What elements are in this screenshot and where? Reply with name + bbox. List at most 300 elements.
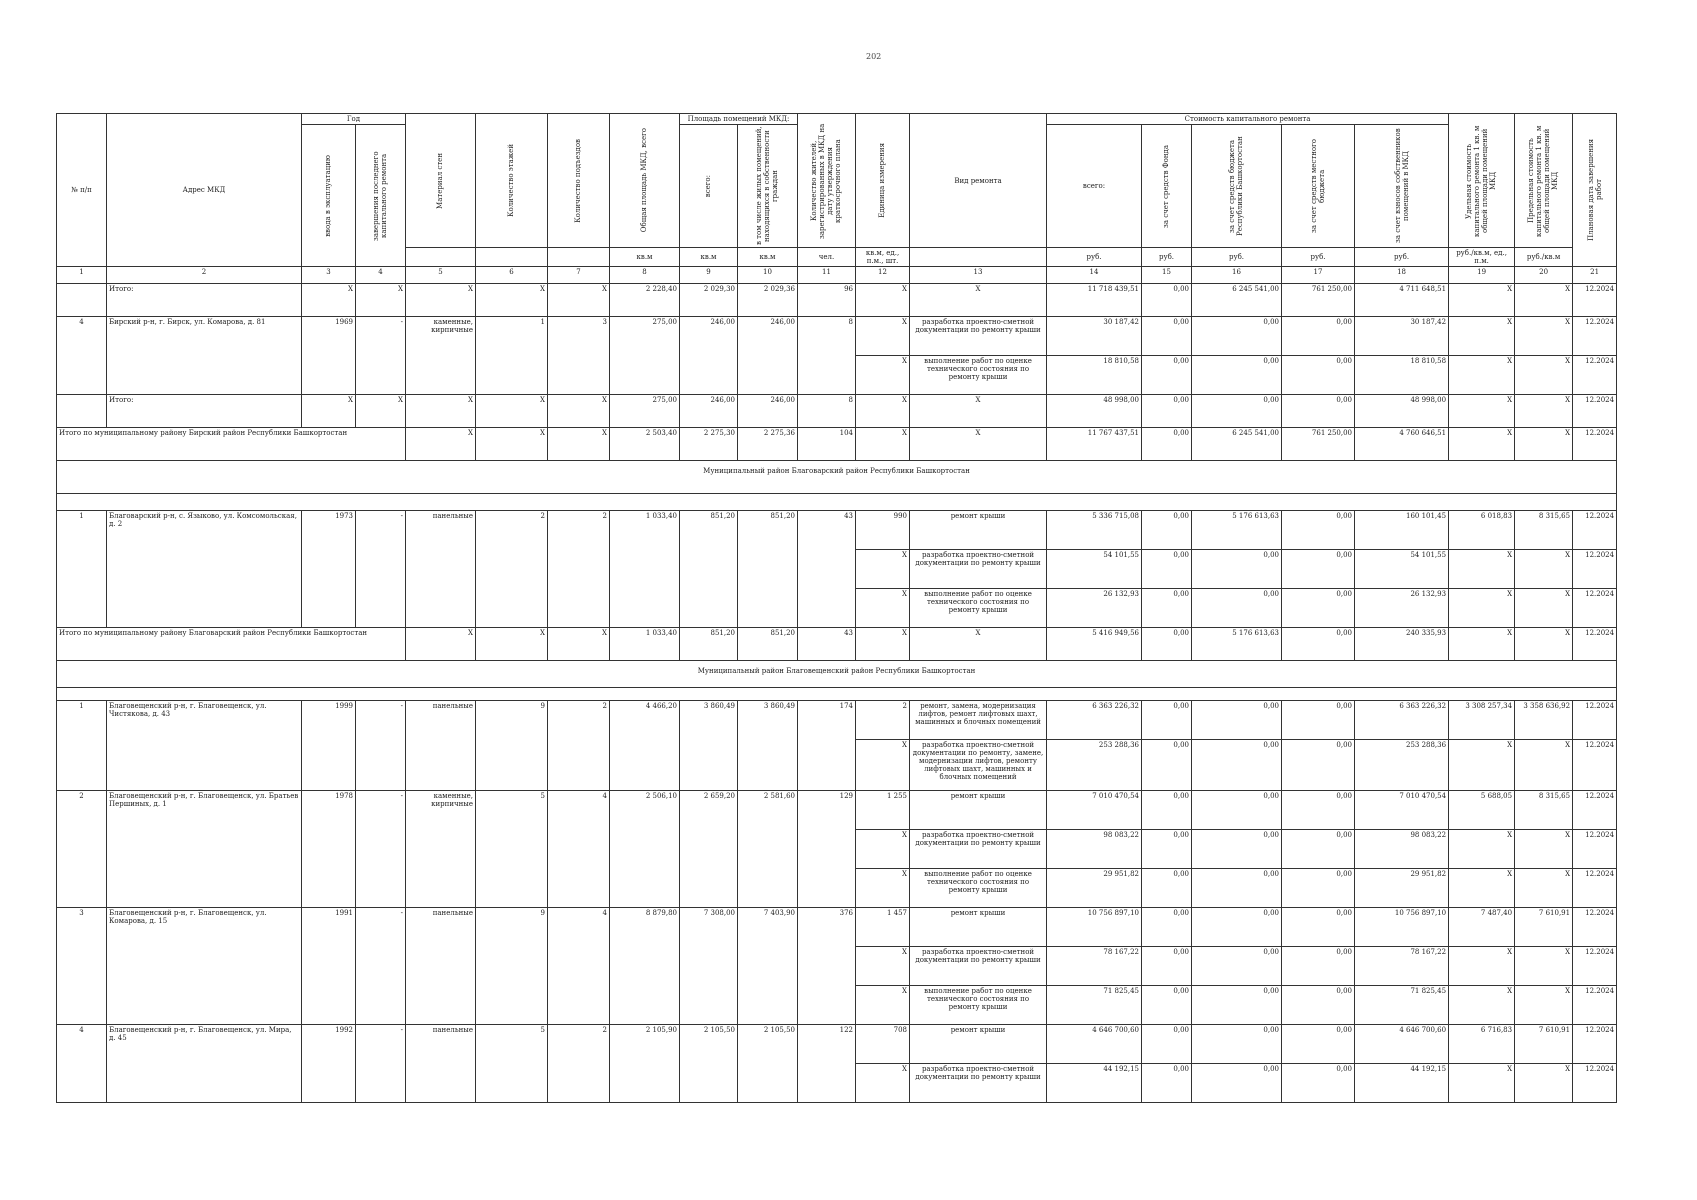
cell: 1 255 <box>856 791 910 830</box>
cell: 1 457 <box>856 908 910 947</box>
cell: X <box>1449 550 1515 589</box>
cell: 122 <box>798 1025 856 1103</box>
cell: X <box>856 356 910 395</box>
header-col-15: за счет средств Фонда <box>1142 125 1192 248</box>
header-col-17: за счет средств местного бюджета <box>1282 125 1355 248</box>
cell: 4 466,20 <box>610 701 680 791</box>
cell: X <box>856 550 910 589</box>
cell: 761 250,00 <box>1282 284 1355 317</box>
unit-col-12: кв.м, ед., п.м., шт. <box>856 248 910 267</box>
cell: X <box>1515 628 1573 661</box>
empty-cell <box>57 284 107 317</box>
cell: X <box>406 395 476 428</box>
cell: 0,00 <box>1282 986 1355 1025</box>
cell: 12.2024 <box>1573 791 1617 830</box>
cell: 12.2024 <box>1573 395 1617 428</box>
cell: 0,00 <box>1192 947 1282 986</box>
cell: 8 <box>798 395 856 428</box>
cell: 78 167,22 <box>1047 947 1142 986</box>
cell: X <box>1515 589 1573 628</box>
cell: 0,00 <box>1142 511 1192 550</box>
unit-col-16: руб. <box>1192 248 1282 267</box>
cell: 29 951,82 <box>1047 869 1142 908</box>
cell: 71 825,45 <box>1047 986 1142 1025</box>
cell: 0,00 <box>1192 908 1282 947</box>
column-numbers-row <box>57 267 1617 284</box>
cell: 12.2024 <box>1573 740 1617 791</box>
cell: 708 <box>856 1025 910 1064</box>
cell: 98 083,22 <box>1047 830 1142 869</box>
cell: X <box>1515 986 1573 1025</box>
cell: 253 288,36 <box>1355 740 1449 791</box>
cell: 2 503,40 <box>610 428 680 461</box>
cell: 0,00 <box>1142 701 1192 740</box>
cell: 0,00 <box>1282 511 1355 550</box>
cell: X <box>1449 395 1515 428</box>
cell: 8 <box>798 317 856 395</box>
repair-type: разработка проектно-сметной документации по ремонту крыши <box>910 550 1047 589</box>
cell: 6 245 541,00 <box>1192 428 1282 461</box>
header-col-1: № п/п <box>57 114 107 267</box>
cell: 0,00 <box>1192 356 1282 395</box>
cell: 43 <box>798 511 856 628</box>
cell: 54 101,55 <box>1047 550 1142 589</box>
col-number: 12 <box>856 267 910 284</box>
cell: X <box>856 628 910 661</box>
cell: 1992 <box>302 1025 356 1103</box>
repair-type: ремонт крыши <box>910 791 1047 830</box>
cell: 0,00 <box>1282 317 1355 356</box>
cell: 4 646 700,60 <box>1355 1025 1449 1064</box>
cell: 12.2024 <box>1573 550 1617 589</box>
cell: 96 <box>798 284 856 317</box>
cell: X <box>356 395 406 428</box>
cell: каменные, кирпичные <box>406 317 476 395</box>
cell: 43 <box>798 628 856 661</box>
cell: 0,00 <box>1192 791 1282 830</box>
cell: 275,00 <box>610 395 680 428</box>
cell: 2 228,40 <box>610 284 680 317</box>
cell: X <box>856 740 910 791</box>
cell: 246,00 <box>738 395 798 428</box>
cell: 18 810,58 <box>1047 356 1142 395</box>
address: Благовещенский р-н, г. Благовещенск, ул. Мира, д. 45 <box>107 1025 302 1103</box>
cell: 29 951,82 <box>1355 869 1449 908</box>
cell: 6 363 226,32 <box>1355 701 1449 740</box>
header-col-3: ввода в эксплуатацию <box>302 125 356 267</box>
cell: X <box>476 395 548 428</box>
cell: X <box>1515 284 1573 317</box>
cell: 2 <box>548 701 610 791</box>
cell: 7 010 470,54 <box>1047 791 1142 830</box>
col-number: 9 <box>680 267 738 284</box>
cell: 5 688,05 <box>1449 791 1515 830</box>
cell: 0,00 <box>1282 1025 1355 1064</box>
col-number: 19 <box>1449 267 1515 284</box>
header-col-19: Удельная стоимость капитального ремонта 1 кв. м общей площади помещений МКД <box>1449 114 1515 248</box>
cell: 0,00 <box>1142 428 1192 461</box>
header-col-4: завершения последнего капитального ремонта <box>356 125 406 267</box>
district-total-label: Итого по муниципальному району Благоварский район Республики Башкортостан <box>57 628 406 661</box>
table-row-total <box>57 284 1617 317</box>
cell: 0,00 <box>1282 589 1355 628</box>
cell: 7 403,90 <box>738 908 798 1025</box>
repair-type: разработка проектно-сметной документации по ремонту крыши <box>910 1064 1047 1103</box>
cell: X <box>856 284 910 317</box>
header-col-18: за счет взносов собственников помещений в МКД <box>1355 125 1449 248</box>
cell: 5 416 949,56 <box>1047 628 1142 661</box>
repair-type: выполнение работ по оценке технического состояния по ремонту крыши <box>910 986 1047 1025</box>
table-row <box>57 317 1617 356</box>
row-number: 1 <box>57 701 107 791</box>
cell: 0,00 <box>1142 1025 1192 1064</box>
table-row <box>57 1025 1617 1064</box>
cell: 851,20 <box>738 628 798 661</box>
header-col-11: Количество жителей, зарегистрированных в МКД на дату утверждения краткосрочного плана <box>798 114 856 248</box>
cell: 1973 <box>302 511 356 628</box>
cell: - <box>356 317 406 395</box>
cell: 851,20 <box>680 511 738 628</box>
header-col-5: Материал стен <box>406 114 476 248</box>
cell: 0,00 <box>1142 550 1192 589</box>
cell: X <box>1515 428 1573 461</box>
section-header-row <box>57 461 1617 494</box>
unit-col-19: руб./кв.м, ед., п.м. <box>1449 248 1515 267</box>
cell: 2 581,60 <box>738 791 798 908</box>
cell: 7 610,91 <box>1515 1025 1573 1064</box>
cell: 0,00 <box>1142 1064 1192 1103</box>
cell: 0,00 <box>1282 740 1355 791</box>
cell: 0,00 <box>1282 550 1355 589</box>
cell: X <box>476 628 548 661</box>
address: Благоварский р-н, с. Языково, ул. Комсомольская, д. 2 <box>107 511 302 628</box>
cell: 376 <box>798 908 856 1025</box>
unit-col-9: кв.м <box>680 248 738 267</box>
cell: 851,20 <box>738 511 798 628</box>
cell: 12.2024 <box>1573 701 1617 740</box>
cell: 3 <box>548 317 610 395</box>
cell: 12.2024 <box>1573 869 1617 908</box>
cell: 44 192,15 <box>1355 1064 1449 1103</box>
cell: 5 336 715,08 <box>1047 511 1142 550</box>
cell: X <box>302 284 356 317</box>
cell: 11 718 439,51 <box>1047 284 1142 317</box>
row-number: 4 <box>57 317 107 395</box>
cell: X <box>406 428 476 461</box>
cell: 0,00 <box>1142 791 1192 830</box>
cell: 5 176 613,63 <box>1192 628 1282 661</box>
cell: 6 716,83 <box>1449 1025 1515 1064</box>
cell: 2 105,90 <box>610 1025 680 1103</box>
capital-repair-plan-table <box>56 113 1617 1103</box>
unit-col-20: руб./кв.м <box>1515 248 1573 267</box>
header-col-8: Общая площадь МКД, всего <box>610 114 680 248</box>
unit-col-15: руб. <box>1142 248 1192 267</box>
cell: 10 756 897,10 <box>1355 908 1449 947</box>
total-label: Итого: <box>107 284 302 317</box>
cell: 12.2024 <box>1573 986 1617 1025</box>
cell: 12.2024 <box>1573 317 1617 356</box>
cell: 0,00 <box>1282 356 1355 395</box>
cell: 0,00 <box>1192 701 1282 740</box>
cell: 2 105,50 <box>680 1025 738 1103</box>
unit-col-14: руб. <box>1047 248 1142 267</box>
repair-type: ремонт крыши <box>910 1025 1047 1064</box>
district-total-label: Итого по муниципальному району Бирский район Республики Башкортостан <box>57 428 406 461</box>
cell: 12.2024 <box>1573 284 1617 317</box>
unit-col-6 <box>476 248 548 267</box>
cell: 9 <box>476 908 548 1025</box>
cell: 0,00 <box>1192 317 1282 356</box>
cell: 275,00 <box>610 317 680 395</box>
cell: 6 245 541,00 <box>1192 284 1282 317</box>
cell: X <box>910 628 1047 661</box>
header-col-12: Единица измерения <box>856 114 910 248</box>
unit-col-11: чел. <box>798 248 856 267</box>
header-group-cost: Стоимость капитального ремонта <box>1047 114 1449 125</box>
header-group-year: Год <box>302 114 406 125</box>
cell: 12.2024 <box>1573 947 1617 986</box>
col-number: 8 <box>610 267 680 284</box>
col-number: 16 <box>1192 267 1282 284</box>
cell: 0,00 <box>1142 284 1192 317</box>
cell: 12.2024 <box>1573 511 1617 550</box>
col-number: 1 <box>57 267 107 284</box>
cell: X <box>1449 986 1515 1025</box>
cell: 4 646 700,60 <box>1047 1025 1142 1064</box>
header-col-9: всего: <box>680 125 738 248</box>
cell: X <box>1449 830 1515 869</box>
cell: 4 760 646,51 <box>1355 428 1449 461</box>
table-row-district-total <box>57 428 1617 461</box>
capital-repair-plan-table-wrapper <box>56 113 1616 1103</box>
cell: панельные <box>406 511 476 628</box>
col-number: 18 <box>1355 267 1449 284</box>
cell: 78 167,22 <box>1355 947 1449 986</box>
cell: - <box>356 791 406 908</box>
table-row-total <box>57 395 1617 428</box>
cell: 2 029,36 <box>738 284 798 317</box>
header-col-7: Количество подъездов <box>548 114 610 248</box>
cell: 18 810,58 <box>1355 356 1449 395</box>
header-col-2: Адрес МКД <box>107 114 302 267</box>
cell: 0,00 <box>1192 869 1282 908</box>
col-number: 14 <box>1047 267 1142 284</box>
cell: X <box>856 830 910 869</box>
cell: 12.2024 <box>1573 589 1617 628</box>
cell: X <box>856 1064 910 1103</box>
cell: 0,00 <box>1142 317 1192 356</box>
cell: 0,00 <box>1282 395 1355 428</box>
cell: - <box>356 511 406 628</box>
cell: 761 250,00 <box>1282 428 1355 461</box>
repair-type: разработка проектно-сметной документации по ремонту крыши <box>910 317 1047 356</box>
total-label: Итого: <box>107 395 302 428</box>
cell: 10 756 897,10 <box>1047 908 1142 947</box>
cell: - <box>356 908 406 1025</box>
cell: X <box>548 628 610 661</box>
cell: X <box>1449 1064 1515 1103</box>
cell: 12.2024 <box>1573 1025 1617 1064</box>
cell: 0,00 <box>1192 830 1282 869</box>
cell: X <box>1449 628 1515 661</box>
cell: X <box>1515 550 1573 589</box>
unit-col-5 <box>406 248 476 267</box>
cell: X <box>1449 317 1515 356</box>
cell: 2 105,50 <box>738 1025 798 1103</box>
cell: 2 275,36 <box>738 428 798 461</box>
header-col-14: всего: <box>1047 125 1142 248</box>
cell: 0,00 <box>1192 395 1282 428</box>
cell: X <box>1449 428 1515 461</box>
cell: X <box>406 284 476 317</box>
cell: 0,00 <box>1282 701 1355 740</box>
cell: X <box>548 284 610 317</box>
cell: 8 879,80 <box>610 908 680 1025</box>
cell: 26 132,93 <box>1047 589 1142 628</box>
cell: X <box>910 395 1047 428</box>
cell: 2 <box>856 701 910 740</box>
header-col-20: Предельная стоимость капитального ремонта 1 кв. м общей площади помещений МКД <box>1515 114 1573 248</box>
cell: 12.2024 <box>1573 908 1617 947</box>
section-header-row <box>57 661 1617 688</box>
cell: 1969 <box>302 317 356 395</box>
cell: 0,00 <box>1192 550 1282 589</box>
cell: 30 187,42 <box>1355 317 1449 356</box>
cell: X <box>476 284 548 317</box>
cell: 0,00 <box>1282 830 1355 869</box>
cell: X <box>856 395 910 428</box>
row-number: 2 <box>57 791 107 908</box>
repair-type: разработка проектно-сметной документации по ремонту, замене, модернизации лифтов, ремонту лифтовых шахт, машинных и блочных помещений <box>910 740 1047 791</box>
cell: 2 <box>476 511 548 628</box>
col-number: 7 <box>548 267 610 284</box>
cell: 1999 <box>302 701 356 791</box>
cell: X <box>856 428 910 461</box>
cell: 11 767 437,51 <box>1047 428 1142 461</box>
cell: 0,00 <box>1192 589 1282 628</box>
cell: X <box>1515 947 1573 986</box>
cell: 6 018,83 <box>1449 511 1515 550</box>
cell: 0,00 <box>1142 628 1192 661</box>
cell: 1991 <box>302 908 356 1025</box>
spacer-row <box>57 494 1617 511</box>
cell: 0,00 <box>1192 986 1282 1025</box>
unit-col-17: руб. <box>1282 248 1355 267</box>
cell: 1978 <box>302 791 356 908</box>
cell: 8 315,65 <box>1515 511 1573 550</box>
cell: 0,00 <box>1282 869 1355 908</box>
cell: 4 <box>548 908 610 1025</box>
header-col-10: в том числе жилых помещений, находящихся в собственности граждан <box>738 125 798 248</box>
cell: X <box>910 428 1047 461</box>
cell: 12.2024 <box>1573 1064 1617 1103</box>
cell: 851,20 <box>680 628 738 661</box>
cell: X <box>406 628 476 661</box>
unit-col-18: руб. <box>1355 248 1449 267</box>
table-row <box>57 791 1617 830</box>
cell: X <box>548 395 610 428</box>
col-number: 15 <box>1142 267 1192 284</box>
cell: 0,00 <box>1142 908 1192 947</box>
cell: 0,00 <box>1142 947 1192 986</box>
cell: 7 487,40 <box>1449 908 1515 947</box>
cell: 5 <box>476 791 548 908</box>
cell: 2 506,10 <box>610 791 680 908</box>
cell: X <box>856 869 910 908</box>
cell: 0,00 <box>1142 395 1192 428</box>
cell: 4 711 648,51 <box>1355 284 1449 317</box>
spacer-cell <box>57 494 1617 511</box>
cell: X <box>856 947 910 986</box>
cell: 2 029,30 <box>680 284 738 317</box>
cell: 0,00 <box>1192 1025 1282 1064</box>
section-title: Муниципальный район Благовещенский район Республики Башкортостан <box>57 661 1617 688</box>
unit-col-10: кв.м <box>738 248 798 267</box>
header-col-6: Количество этажей <box>476 114 548 248</box>
cell: X <box>1515 830 1573 869</box>
col-number: 3 <box>302 267 356 284</box>
cell: 3 860,49 <box>680 701 738 791</box>
col-number: 4 <box>356 267 406 284</box>
unit-col-7 <box>548 248 610 267</box>
row-number: 1 <box>57 511 107 628</box>
cell: 48 998,00 <box>1355 395 1449 428</box>
repair-type: ремонт крыши <box>910 908 1047 947</box>
cell: X <box>1449 284 1515 317</box>
cell: 104 <box>798 428 856 461</box>
cell: 253 288,36 <box>1047 740 1142 791</box>
cell: 6 363 226,32 <box>1047 701 1142 740</box>
cell: 0,00 <box>1142 986 1192 1025</box>
col-number: 20 <box>1515 267 1573 284</box>
cell: 4 <box>548 791 610 908</box>
cell: 5 176 613,63 <box>1192 511 1282 550</box>
cell: X <box>1515 317 1573 356</box>
cell: 0,00 <box>1142 740 1192 791</box>
header-row-1 <box>57 114 1617 125</box>
cell: 246,00 <box>680 317 738 395</box>
cell: 12.2024 <box>1573 356 1617 395</box>
cell: 1 033,40 <box>610 511 680 628</box>
col-number: 6 <box>476 267 548 284</box>
cell: X <box>1449 356 1515 395</box>
spacer-row <box>57 688 1617 701</box>
row-number: 4 <box>57 1025 107 1103</box>
cell: 160 101,45 <box>1355 511 1449 550</box>
cell: - <box>356 1025 406 1103</box>
cell: X <box>1515 869 1573 908</box>
cell: 990 <box>856 511 910 550</box>
cell: 12.2024 <box>1573 428 1617 461</box>
cell: 0,00 <box>1142 356 1192 395</box>
page-number: 202 <box>866 52 882 61</box>
col-number: 5 <box>406 267 476 284</box>
cell: 2 <box>548 1025 610 1103</box>
cell: 0,00 <box>1142 830 1192 869</box>
cell: X <box>856 589 910 628</box>
cell: X <box>856 317 910 356</box>
cell: X <box>1449 869 1515 908</box>
table-row-district-total <box>57 628 1617 661</box>
table-row <box>57 701 1617 740</box>
cell: 54 101,55 <box>1355 550 1449 589</box>
cell: 0,00 <box>1282 628 1355 661</box>
cell: X <box>1515 356 1573 395</box>
cell: 7 010 470,54 <box>1355 791 1449 830</box>
cell: 2 275,30 <box>680 428 738 461</box>
repair-type: выполнение работ по оценке технического состояния по ремонту крыши <box>910 869 1047 908</box>
